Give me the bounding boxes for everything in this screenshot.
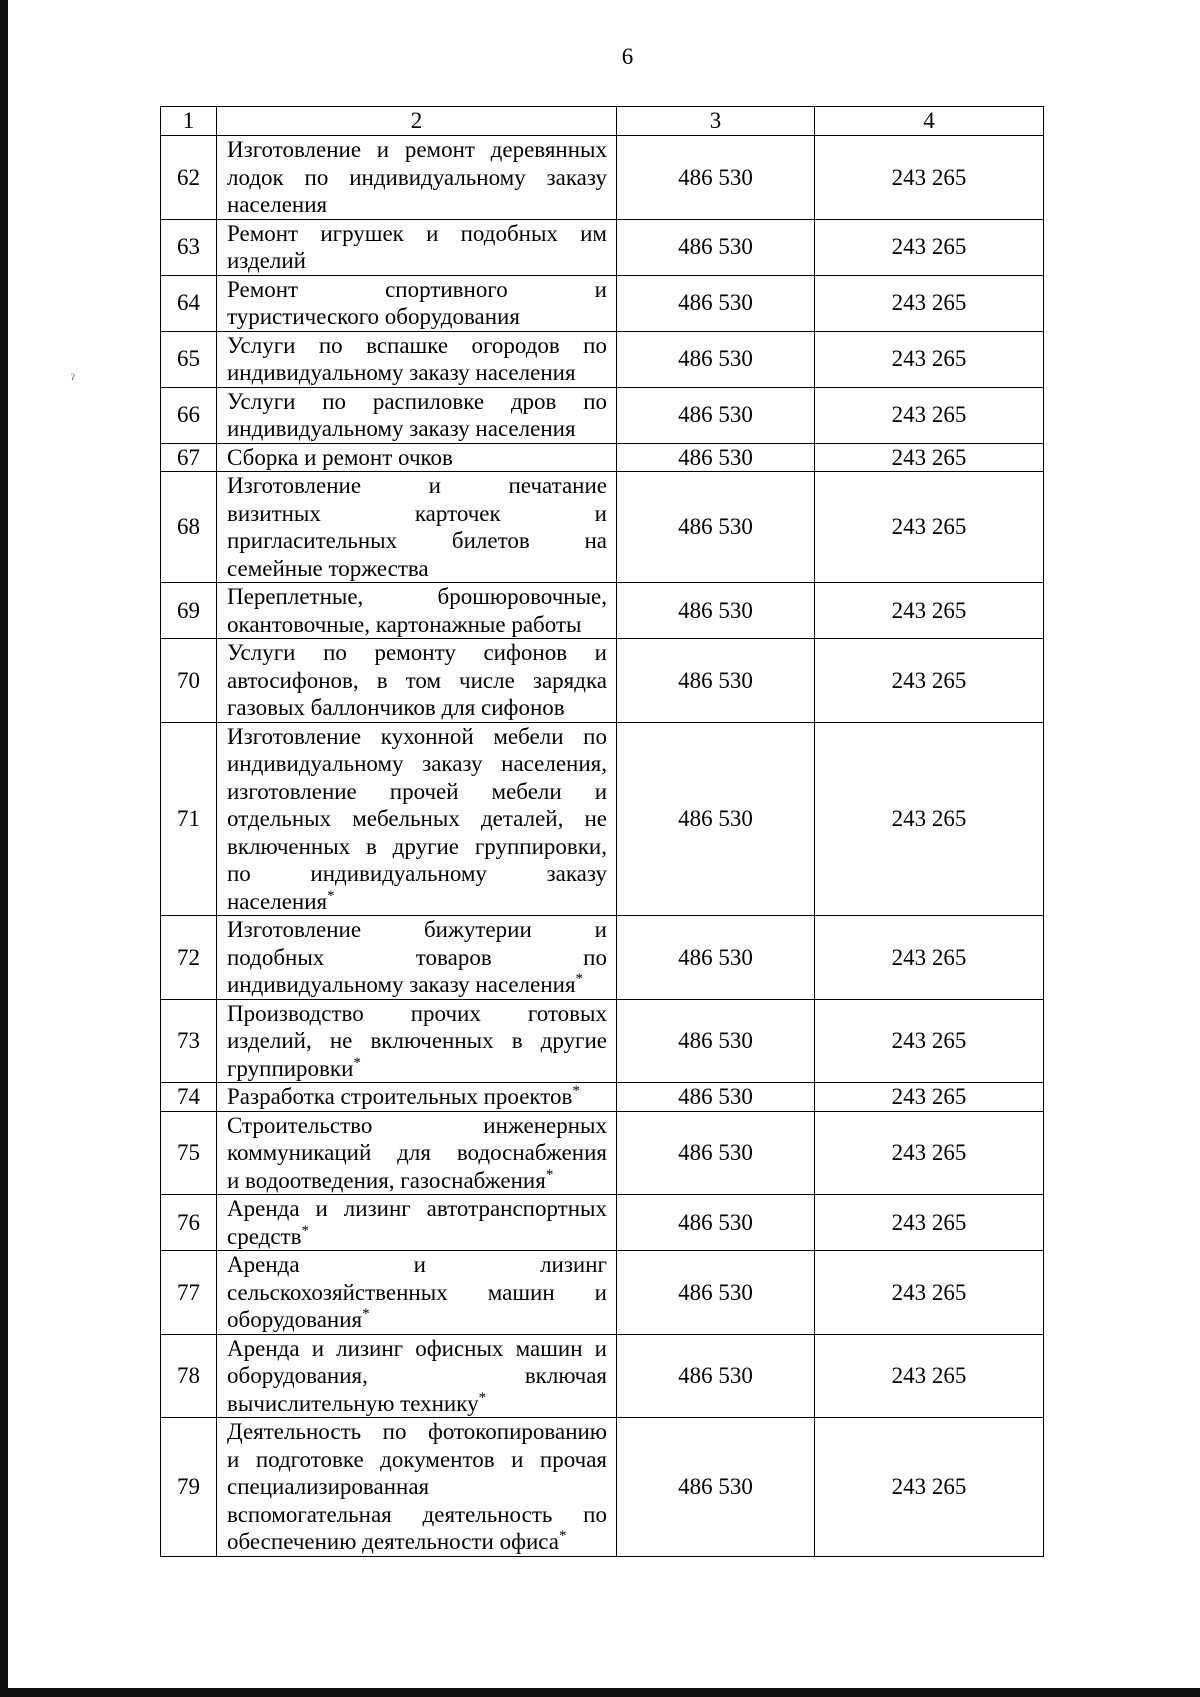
service-name-line [227,191,607,219]
service-name-text: индивидуальному заказу населения [227,972,576,997]
amount-col3: 486 530 [617,136,815,220]
service-name-text: пригласительных билетов на [227,528,607,553]
service-name [217,331,617,387]
amount-col4: 243 265 [815,1195,1044,1251]
row-number: 73 [161,999,217,1083]
service-name-line [227,359,607,387]
service-name [217,219,617,275]
service-name [217,999,617,1083]
service-name-line [227,583,607,611]
amount-col3: 486 530 [617,1418,815,1557]
amount-col3: 486 530 [617,275,815,331]
footnote-asterisk: * [353,1054,361,1071]
service-name-text: окантовочные, картонажные работы [227,611,582,637]
service-name-line [227,415,607,443]
service-name-text: семейные торжества [227,555,429,581]
services-table [160,106,1044,1557]
service-name-text: отдельных мебельных деталей, не [227,806,607,831]
amount-col4: 243 265 [815,1418,1044,1557]
service-name-text: изделий, не включенных в другие [227,1028,607,1053]
table-row [161,331,1044,387]
service-name-line [227,1000,607,1028]
service-name-line [227,1279,607,1307]
service-name-text: индивидуальному заказу населения, [227,751,607,776]
amount-col3: 486 530 [617,639,815,723]
row-number: 77 [161,1251,217,1335]
service-name [217,916,617,1000]
header-cell-1: 1 [161,107,217,136]
service-name-line [227,1473,607,1501]
service-name-text: и водоотведения, газоснабжения [227,1167,546,1193]
row-number: 70 [161,639,217,723]
service-name-line [227,1195,607,1223]
service-name-text: Услуги по распиловке дров по [227,388,607,414]
service-name-text: индивидуальному заказу населения [227,360,576,385]
table-row [161,136,1044,220]
service-name-line [227,555,607,583]
service-name-text: включенных в другие группировки, [227,833,607,859]
service-name-line [227,164,607,192]
amount-col3: 486 530 [617,1251,815,1335]
footnote-asterisk: * [572,1083,580,1099]
service-name-text: лодок по индивидуальному заказу [227,164,607,190]
amount-col4: 243 265 [815,472,1044,583]
amount-col3: 486 530 [617,443,815,472]
row-number: 65 [161,331,217,387]
amount-col4: 243 265 [815,1083,1044,1112]
service-name-text: Аренда и лизинг автотранспортных [227,1196,607,1221]
row-number: 79 [161,1418,217,1557]
amount-col3: 486 530 [617,387,815,443]
service-name-text: обеспечению деятельности офиса [227,1529,559,1554]
service-name [217,472,617,583]
service-name-line [227,1335,607,1363]
stray-mark: ˀ [71,372,75,388]
service-name [217,275,617,331]
service-name-text: Изготовление и печатание [227,473,607,498]
footnote-asterisk: * [575,971,584,987]
service-name-text: Ремонт игрушек и подобных им [227,220,607,246]
service-name-text: изготовление прочей мебели и [227,778,607,804]
row-number: 68 [161,472,217,583]
amount-col4: 243 265 [815,639,1044,723]
table-row [161,999,1044,1083]
service-name [217,387,617,443]
row-number: 62 [161,136,217,220]
service-name-text: изделий [227,248,306,273]
service-name-line [227,916,607,944]
amount-col4: 243 265 [815,275,1044,331]
service-name [217,1083,617,1112]
table-row [161,1251,1044,1335]
service-name-line [227,805,607,833]
page-number: 6 [621,44,634,69]
service-name-text: и подготовке документов и прочая [227,1446,607,1472]
service-name-line [227,1390,607,1418]
table-row [161,472,1044,583]
service-name-line [227,833,607,861]
service-name-line [227,1362,607,1390]
service-name-text: населения [227,192,328,217]
service-name-line [227,639,607,667]
header-cell-2: 2 [217,107,617,136]
service-name-line [227,778,607,806]
table-row [161,722,1044,916]
service-name-text: населения [227,888,328,914]
service-name-text: группировки [227,1055,354,1081]
service-name-line [227,1055,607,1083]
service-name-text: автосифонов, в том числе зарядка [227,667,607,693]
service-name-line [227,472,607,500]
service-name-line [227,136,607,164]
service-name-text: Деятельность по фотокопированию [227,1419,607,1444]
service-name-text: коммуникаций для водоснабжения [227,1140,607,1165]
table-row [161,387,1044,443]
service-name [217,136,617,220]
table-row [161,1418,1044,1557]
amount-col3: 486 530 [617,472,815,583]
service-name-line [227,220,607,248]
table-row [161,1334,1044,1418]
service-name-text: Аренда и лизинг офисных машин и [227,1335,607,1361]
service-name-line [227,611,607,639]
amount-col3: 486 530 [617,583,815,639]
service-name-line [227,1112,607,1140]
service-name-text: Аренда и лизинг [227,1252,607,1277]
service-name-text: вычислительную технику [227,1390,479,1416]
service-name-text: туристического оборудования [227,304,520,329]
amount-col4: 243 265 [815,916,1044,1000]
amount-col3: 486 530 [617,331,815,387]
row-number: 71 [161,722,217,916]
service-name-text: Услуги по ремонту сифонов и [227,640,607,665]
amount-col3: 486 530 [617,219,815,275]
service-name-text: специализированная [227,1474,430,1499]
service-name-text: вспомогательная деятельность по [227,1501,607,1527]
service-name [217,722,617,916]
service-name-line [227,1139,607,1167]
row-number: 75 [161,1111,217,1195]
header-cell-3: 3 [617,107,815,136]
service-name [217,583,617,639]
service-name-line [227,388,607,416]
row-number: 66 [161,387,217,443]
service-name-text: средств [227,1223,302,1249]
service-name-text: Переплетные, брошюровочные, [227,584,607,609]
service-name [217,1418,617,1557]
amount-col4: 243 265 [815,136,1044,220]
amount-col4: 243 265 [815,722,1044,916]
table-row [161,275,1044,331]
service-name-line [227,303,607,331]
service-name [217,1111,617,1195]
service-name-text: индивидуальному заказу населения [227,416,576,441]
service-name-line [227,1528,607,1556]
service-name-line [227,694,607,722]
service-name-text: оборудования, включая [227,1363,607,1388]
table-row [161,916,1044,1000]
amount-col4: 243 265 [815,331,1044,387]
row-number: 67 [161,443,217,472]
service-name-line [227,667,607,695]
service-name-line [227,444,607,472]
service-name [217,1251,617,1335]
service-name-line [227,500,607,528]
footnote-asterisk: * [301,1222,309,1239]
amount-col3: 486 530 [617,916,815,1000]
row-number: 76 [161,1195,217,1251]
service-name [217,1334,617,1418]
service-name-line [227,1501,607,1529]
service-name-line [227,1306,607,1334]
service-name-text: Изготовление бижутерии и [227,917,607,942]
row-number: 63 [161,219,217,275]
amount-col3: 486 530 [617,1111,815,1195]
service-name-line [227,276,607,304]
amount-col4: 243 265 [815,999,1044,1083]
amount-col4: 243 265 [815,1111,1044,1195]
service-name-text: оборудования [227,1307,363,1332]
row-number: 74 [161,1083,217,1112]
service-name-text: Ремонт спортивного и [227,276,607,302]
service-name-line [227,1167,607,1195]
table-row [161,219,1044,275]
service-name-text: визитных карточек и [227,500,607,526]
table-row [161,1083,1044,1112]
service-name [217,443,617,472]
service-name-text: Услуги по вспашке огородов по [227,332,607,358]
service-name-line [227,332,607,360]
amount-col4: 243 265 [815,219,1044,275]
amount-col4: 243 265 [815,583,1044,639]
service-name-text: Сборка и ремонт очков [227,444,453,470]
service-name-text: Изготовление кухонной мебели по [227,723,607,749]
footnote-asterisk: * [558,1528,567,1544]
service-name-line [227,971,607,999]
table-row [161,443,1044,472]
service-name-text: Производство прочих готовых [227,1000,607,1026]
footnote-asterisk: * [362,1306,370,1322]
header-cell-4: 4 [815,107,1044,136]
table-row [161,583,1044,639]
service-name-line [227,944,607,972]
row-number: 72 [161,916,217,1000]
amount-col3: 486 530 [617,999,815,1083]
service-name-text: сельскохозяйственных машин и [227,1279,607,1305]
service-name-text: Разработка строительных проектов [227,1084,573,1109]
service-name-line [227,1251,607,1279]
amount-col3: 486 530 [617,1083,815,1112]
amount-col3: 486 530 [617,722,815,916]
service-name-line [227,247,607,275]
scan-border-left [0,0,8,1697]
service-name-text: Строительство инженерных [227,1112,607,1138]
service-name [217,1195,617,1251]
amount-col4: 243 265 [815,443,1044,472]
scan-border-bottom [0,1688,1200,1697]
footnote-asterisk: * [545,1166,554,1183]
amount-col3: 486 530 [617,1334,815,1418]
table-header-row [161,107,1044,136]
service-name-line [227,1418,607,1446]
service-name-text: Изготовление и ремонт деревянных [227,137,607,162]
service-name-text: по индивидуальному заказу [227,861,607,886]
table-row [161,1195,1044,1251]
service-name-line [227,750,607,778]
service-name [217,639,617,723]
service-name-line [227,1083,607,1111]
table-row [161,639,1044,723]
amount-col3: 486 530 [617,1195,815,1251]
table-row [161,1111,1044,1195]
row-number: 78 [161,1334,217,1418]
amount-col4: 243 265 [815,1251,1044,1335]
service-name-text: газовых баллончиков для сифонов [227,695,565,720]
service-name-line [227,888,607,916]
service-name-line [227,860,607,888]
footnote-asterisk: * [327,887,335,904]
service-name-line [227,723,607,751]
service-name-line [227,527,607,555]
row-number: 64 [161,275,217,331]
service-name-line [227,1223,607,1251]
row-number: 69 [161,583,217,639]
footnote-asterisk: * [478,1389,487,1406]
service-name-line [227,1446,607,1474]
service-name-text: подобных товаров по [227,944,607,970]
amount-col4: 243 265 [815,387,1044,443]
service-name-line [227,1027,607,1055]
amount-col4: 243 265 [815,1334,1044,1418]
